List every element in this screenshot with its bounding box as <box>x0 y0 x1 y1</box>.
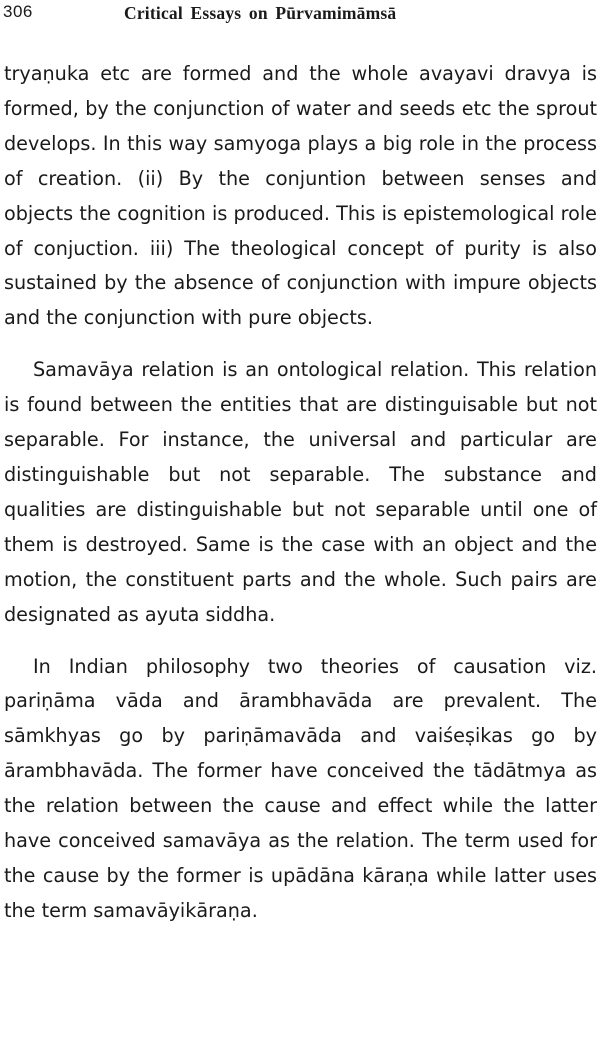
page-number: 306 <box>3 2 33 21</box>
paragraph-continued: tryaṇuka etc are formed and the whole avayavi dravya is formed, by the conjunction of water and seeds etc the sprout develops. In this way samyoga plays a big role in the process of creation. (ii) By the conjuntion between senses and objects the cognition is produced. This is epistemological role of conjuction. iii) The theological concept of purity is also sustained by the absence of conjunction with impure objects and the conjunction with pure objects. <box>4 62 597 330</box>
body-text <box>4 57 597 929</box>
paragraph-causation: In Indian philosophy two theories of causation viz. pariṇāma vāda and ārambhavāda are prevalent. The sāmkhyas go by pariṇāmavāda and vaiśeṣikas go by ārambhavāda. The former have conceived the tādātmya as the relation between the cause and effect while the latter have conceived samavāya as the relation. The term used for the cause by the former is upādāna kāraṇa while latter uses the term samavāyikāraṇa. <box>4 654 597 922</box>
paragraph-samavaya: Samavāya relation is an ontological relation. This relation is found between the entities that are distinguisable but not separable. For instance, the universal and particular are distinguishable but not separable. The substance and qualities are distinguishable but not separable until one of them is destroyed. Same is the case with an object and the motion, the constituent parts and the whole. Such pairs are designated as ayuta siddha. <box>4 358 597 626</box>
page-header <box>0 0 600 30</box>
running-title: Critical Essays on Pūrvamimāmsā <box>124 3 397 23</box>
